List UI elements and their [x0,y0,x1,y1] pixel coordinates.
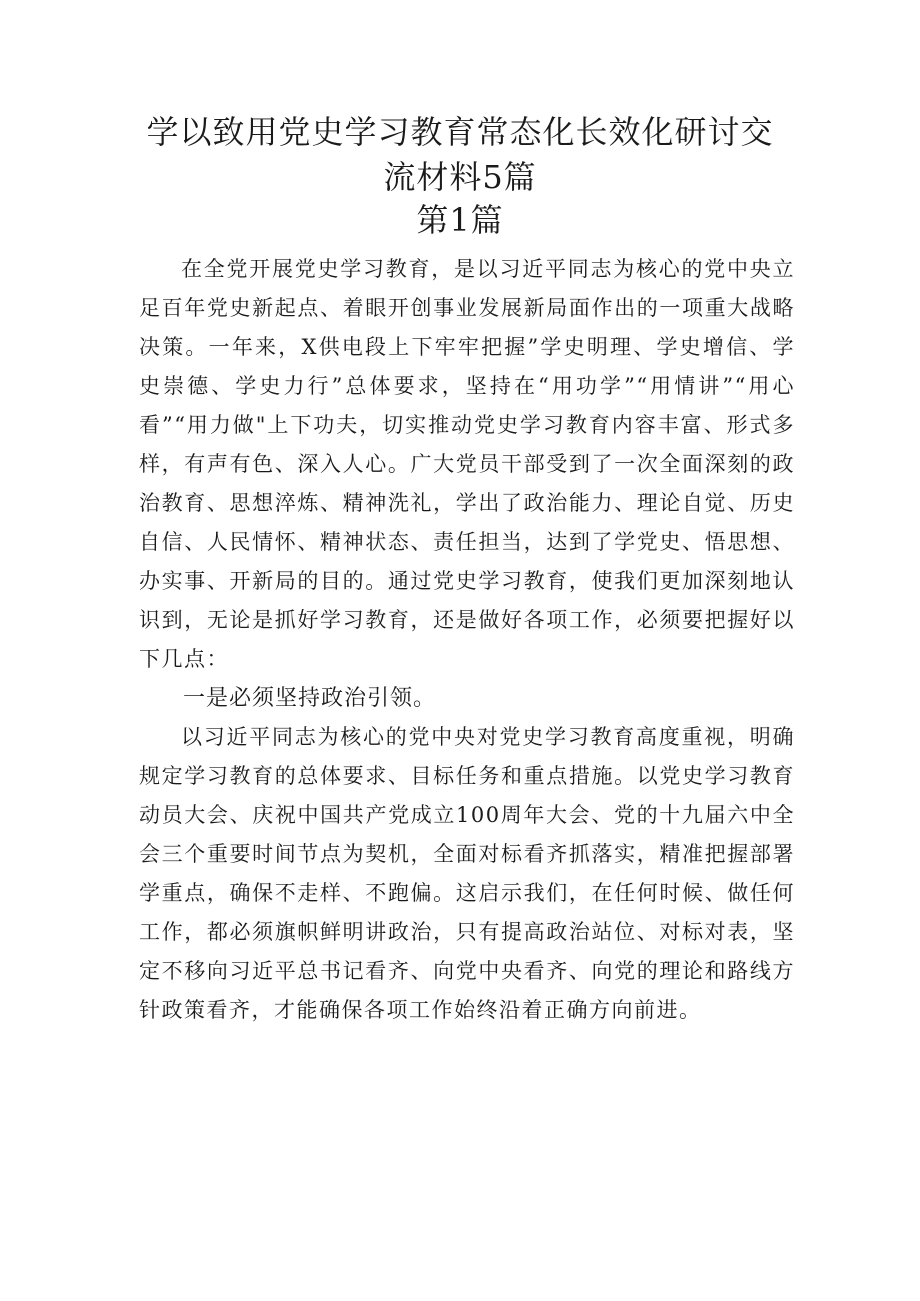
document-body [139,250,795,1030]
document-title-line-1: 学以致用党史学习教育常态化长效化研讨交 [146,113,774,151]
body-paragraph-intro: 在全党开展党史学习教育，是以习近平同志为核心的党中央立足百年党史新起点、着眼开创事业发展新局面作出的一项重大战略决策。一年来，X供电段上下牢牢把握”学史明理、学史增信、学史崇德、学史力行”总体要求，坚持在“用功学”“用情讲”“用心看”“用力做"上下功夫，切实推动党史学习教育内容丰富、形式多样，有声有色、深入人心。广大党员干部受到了一次全面深刻的政治教育、思想淬炼、精神洗礼，学出了政治能力、理论自觉、历史自信、人民情怀、精神状态、责任担当，达到了学党史、悟思想、办实事、开新局的目的。通过党史学习教育，使我们更加深刻地认识到，无论是抓好学习教育，还是做好各项工作，必须要把握好以下几点： [139,257,795,671]
body-paragraph-political-guidance: 以习近平同志为核心的党中央对党史学习教育高度重视，明确规定学习教育的总体要求、目标任务和重点措施。以党史学习教育动员大会、庆祝中国共产党成立100周年大会、党的十九届六中全会三个重要时间节点为契机，全面对标看齐抓落实，精准把握部署学重点，确保不走样、不跑偏。这启示我们，在任何时候、做任何工作，都必须旗帜鲜明讲政治，只有提高政治站位、对标对表，坚定不移向习近平总书记看齐、向党中央看齐、向党的理论和路线方针政策看齐，才能确保各项工作始终沿着正确方向前进。 [139,725,795,1022]
sub-heading-political-guidance: 一是必须坚持政治引领。 [183,686,437,711]
document-title-line-2: 流材料5篇 [383,158,537,196]
section-title: 第1篇 [416,201,504,239]
